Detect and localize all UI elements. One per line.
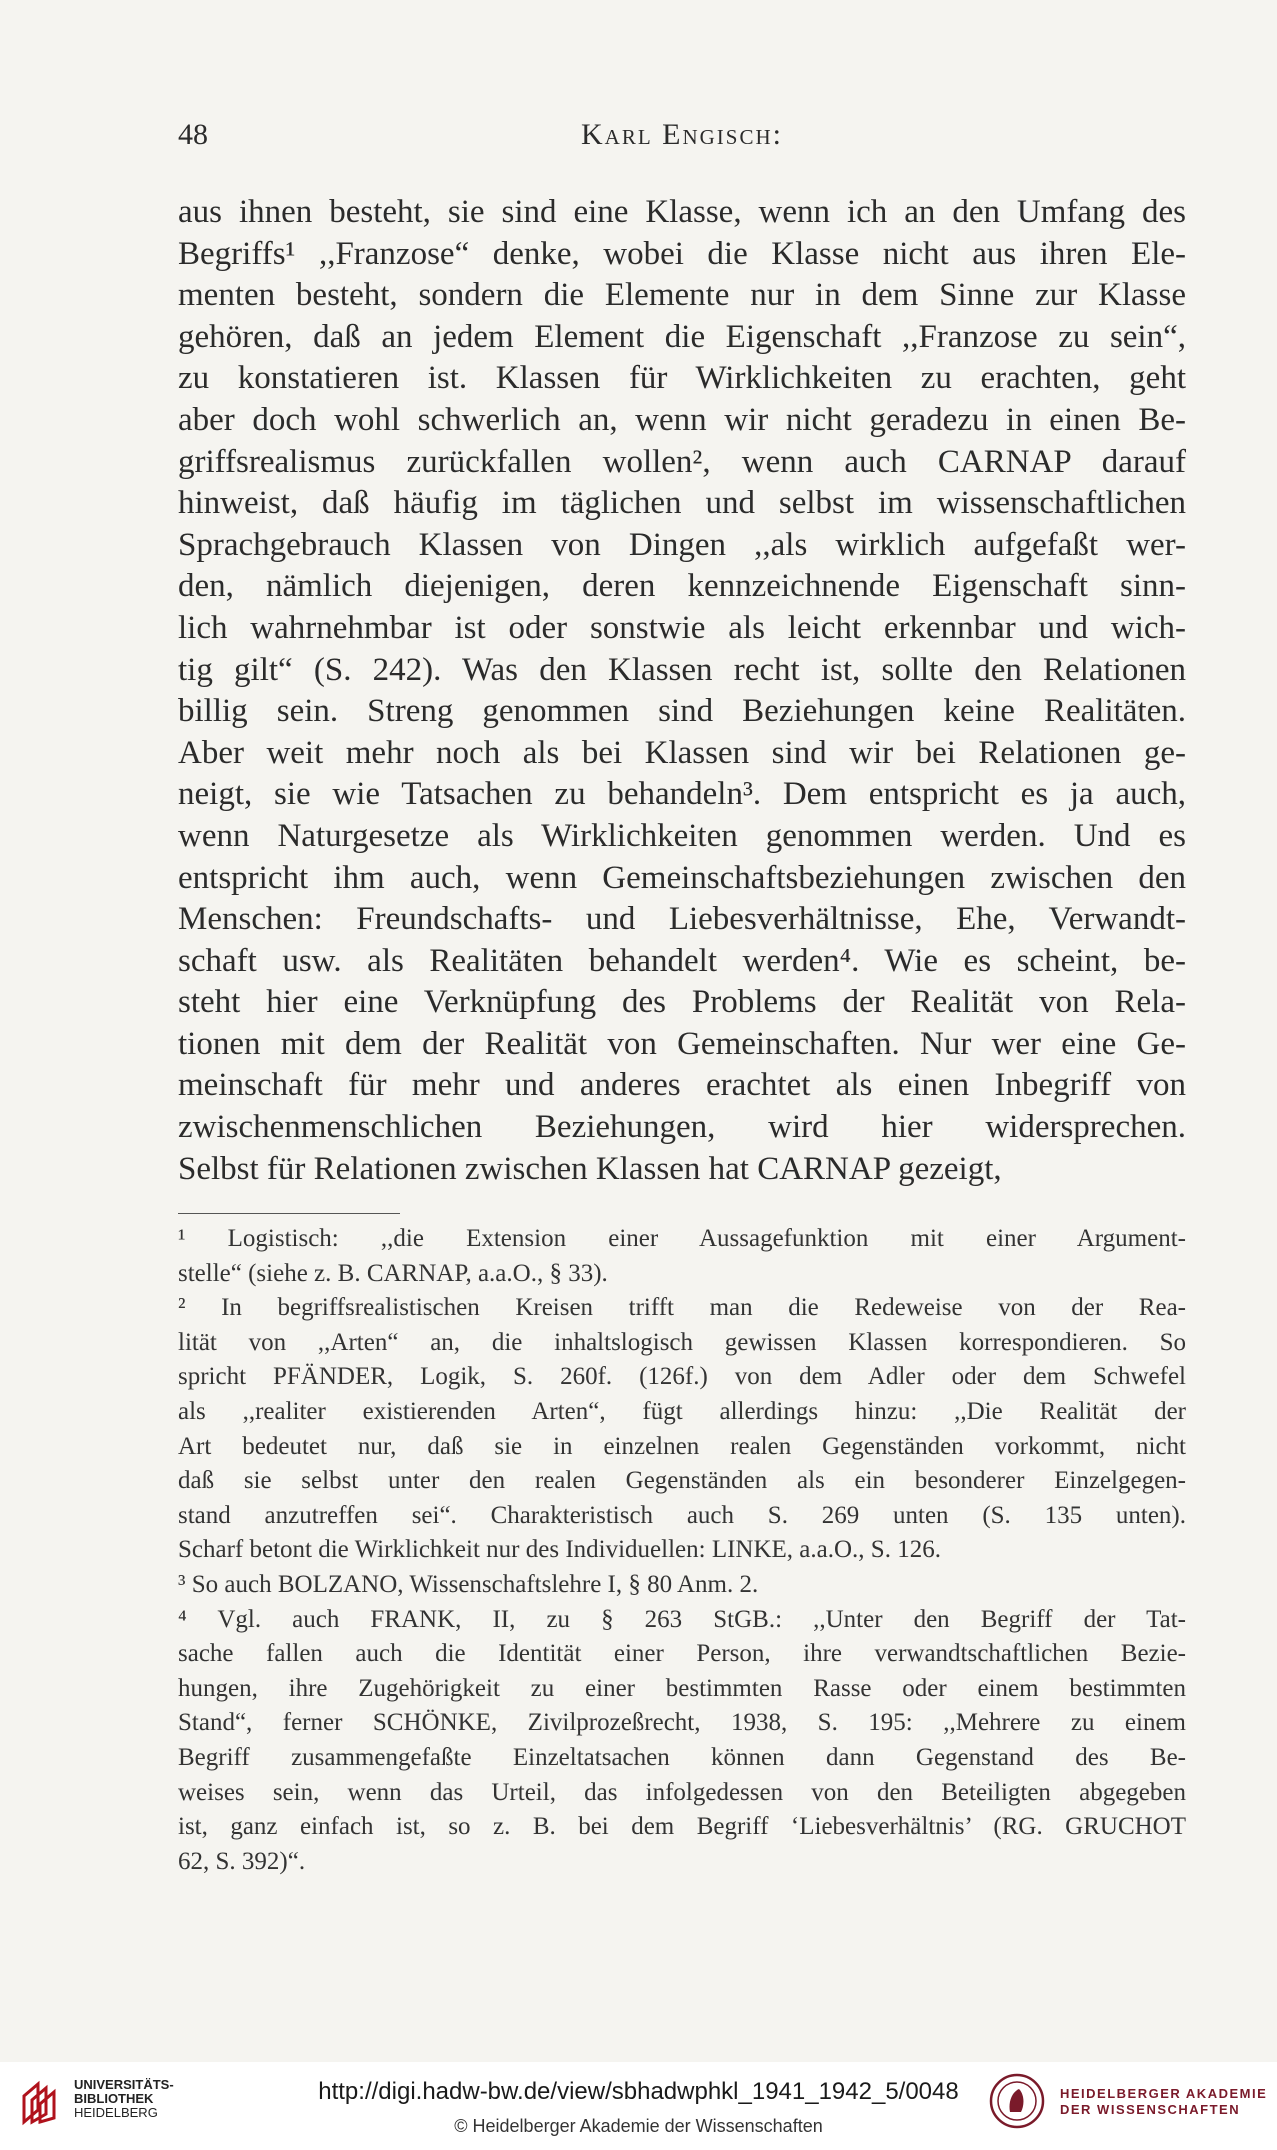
body-text-line: billig sein. Streng genommen sind Beziehungen keine Realitäten. [178, 693, 1186, 730]
library-line-3: HEIDELBERG [74, 2105, 158, 2120]
academy-line-2: DER WISSENSCHAFTEN [1060, 2102, 1241, 2117]
body-text-line: menten besteht, sondern die Elemente nur in dem Sinne zur Klasse [178, 277, 1186, 314]
footnote-line: als ,,realiter existierenden Arten“, fügt allerdings hinzu: ,,Die Realität der [178, 1397, 1186, 1425]
footnote-line: hungen, ihre Zugehörigkeit zu einer bestimmten Rasse oder einem bestimmten [178, 1674, 1186, 1702]
body-text-line: Menschen: Freundschafts- und Liebesverhältnisse, Ehe, Verwandt- [178, 901, 1186, 938]
academy-line-1: HEIDELBERGER AKADEMIE [1060, 2086, 1268, 2101]
page-number: 48 [178, 118, 208, 151]
footnote-line: sache fallen auch die Identität einer Person, ihre verwandtschaftlichen Bezie- [178, 1640, 1186, 1668]
body-text-line: wenn Naturgesetze als Wirklichkeiten genommen werden. Und es [178, 817, 1186, 854]
running-title: Karl Engisch: [580, 118, 783, 151]
body-text-line: Aber weit mehr noch als bei Klassen sind wir bei Relationen ge- [178, 734, 1186, 771]
footer-bar [0, 2062, 1277, 2150]
body-text-line: neigt, sie wie Tatsachen zu behandeln³. Dem entspricht es ja auch, [178, 776, 1186, 813]
body-text [178, 192, 1186, 1190]
permalink-url[interactable]: http://digi.hadw-bw.de/view/sbhadwphkl_1941_1942_5/0048 [318, 2078, 959, 2105]
library-line-1: UNIVERSITÄTS- [74, 2077, 174, 2092]
body-text-line: Begriffs¹ ,,Franzose“ denke, wobei die Klasse nicht aus ihren Ele- [178, 235, 1186, 272]
body-text-line: meinschaft für mehr und anderes erachtet als einen Inbegriff von [178, 1067, 1186, 1104]
footnote-line: ¹ Logistisch: ,,die Extension einer Aussagefunktion mit einer Argument- [178, 1225, 1186, 1252]
footnote-line: Scharf betont die Wirklichkeit nur des Individuellen: LINKE, a.a.O., S. 126. [178, 1536, 941, 1564]
academy-name [1060, 2086, 1267, 2118]
body-text-line: griffsrealismus zurückfallen wollen², wenn auch CARNAP darauf [178, 443, 1186, 480]
footnote-line: Art bedeutet nur, daß sie in einzelnen realen Gegenständen vorkommt, nicht [178, 1432, 1186, 1460]
footnote-line: stand anzutreffen sei“. Charakteristisch auch S. 269 unten (S. 135 unten). [178, 1501, 1186, 1529]
footnote-line: Stand“, ferner SCHÖNKE, Zivilprozeßrecht, 1938, S. 195: ,,Mehrere zu einem [178, 1709, 1186, 1737]
body-text-line: hinweist, daß häufig im täglichen und selbst im wissenschaftlichen [178, 485, 1186, 522]
footnote-line: stelle“ (siehe z. B. CARNAP, a.a.O., § 33). [178, 1259, 608, 1287]
footnote-line: Begriff zusammengefaßte Einzeltatsachen können dann Gegenstand des Be- [178, 1743, 1186, 1771]
body-text-line: gehören, daß an jedem Element die Eigenschaft ,,Franzose zu sein“, [178, 318, 1186, 355]
footnotes [178, 1222, 1186, 1879]
body-text-line: steht hier eine Verknüpfung des Problems der Realität von Rela- [178, 984, 1186, 1021]
body-text-line: aber doch wohl schwerlich an, wenn wir nicht geradezu in einen Be- [178, 401, 1186, 438]
body-text-line: den, nämlich diejenigen, deren kennzeichnende Eigenschaft sinn- [178, 568, 1186, 605]
footnote-line: spricht PFÄNDER, Logik, S. 260f. (126f.) von dem Adler oder dem Schwefel [178, 1363, 1186, 1391]
body-text-line: zu konstatieren ist. Klassen für Wirklichkeiten zu erachten, geht [178, 360, 1186, 397]
academy-seal-icon [988, 2072, 1046, 2130]
body-text-line: aus ihnen besteht, sie sind eine Klasse, wenn ich an den Umfang des [178, 194, 1186, 230]
page-header [178, 118, 1186, 158]
footnote-line: weises sein, wenn das Urteil, das infolgedessen von den Beteiligten abgegeben [178, 1778, 1186, 1806]
body-text-line: Sprachgebrauch Klassen von Dingen ,,als wirklich aufgefaßt wer- [178, 526, 1186, 563]
footnote-line: ist, ganz einfach ist, so z. B. bei dem Begriff ‘Liebesverhältnis’ (RG. GRUCHOT [178, 1813, 1186, 1841]
footnote-separator [178, 1213, 400, 1214]
body-text-line: entspricht ihm auch, wenn Gemeinschaftsbeziehungen zwischen den [178, 859, 1186, 896]
body-text-line: zwischenmenschlichen Beziehungen, wird hier widersprechen. [178, 1109, 1186, 1146]
body-text-line: lich wahrnehmbar ist oder sonstwie als leicht erkennbar und wich- [178, 609, 1186, 646]
footnote-line: ² In begriffsrealistischen Kreisen trifft man die Redeweise von der Rea- [178, 1294, 1186, 1322]
copyright-notice: © Heidelberger Akademie der Wissenschaften [454, 2116, 823, 2136]
footnote-line: ³ So auch BOLZANO, Wissenschaftslehre I, § 80 Anm. 2. [178, 1570, 759, 1598]
footnote-line: 62, S. 392)“. [178, 1847, 306, 1875]
footnote-line: daß sie selbst unter den realen Gegenständen als ein besonderer Einzelgegen- [178, 1467, 1186, 1495]
body-text-line: tig gilt“ (S. 242). Was den Klassen recht ist, sollte den Relationen [178, 651, 1186, 688]
library-line-2: BIBLIOTHEK [74, 2091, 154, 2106]
footnote-line: ⁴ Vgl. auch FRANK, II, zu § 263 StGB.: ,,Unter den Begriff der Tat- [178, 1605, 1186, 1633]
body-text-line: tionen mit dem der Realität von Gemeinschaften. Nur wer eine Ge- [178, 1025, 1186, 1062]
body-text-line: Selbst für Relationen zwischen Klassen hat CARNAP gezeigt, [178, 1150, 1002, 1187]
footnote-line: lität von ,,Arten“ an, die inhaltslogisch gewissen Klassen korrespondieren. So [178, 1328, 1186, 1356]
body-text-line: schaft usw. als Realitäten behandelt werden⁴. Wie es scheint, be- [178, 942, 1186, 979]
